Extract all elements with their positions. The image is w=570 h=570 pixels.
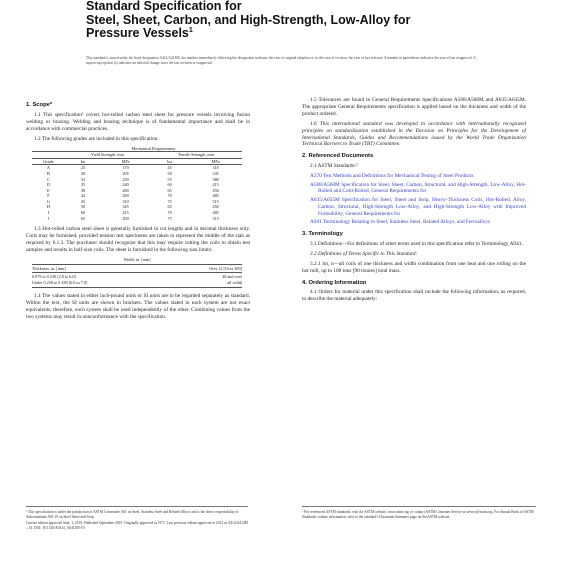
table-cell: 310 (212, 165, 219, 171)
table-cell: F (47, 193, 50, 199)
title-line-2: Steel, Sheet, Carbon, and High-Strength, Low-Alloy for (86, 12, 411, 27)
table-cell: 35 (80, 182, 86, 188)
section-heading-scope: 1. Scope* (26, 102, 53, 108)
size-width-head: Width, in. [mm] (123, 256, 151, 262)
table-cell: G (46, 198, 50, 204)
reference-link[interactable]: A941 (310, 219, 322, 226)
footnotes-left (26, 506, 248, 532)
table-cell: 42 (80, 193, 86, 199)
table-cell: 75 (167, 198, 172, 204)
paragraph-1-1: 1.1 This specification¹ covers hot-rolled carbon steel sheet for pressure vessels involving fusion welding or brazing. Welding and brazing technique is of fundamental importance and shall be in accordance with commercial practices. (26, 111, 250, 132)
footnotes-right (302, 506, 536, 521)
table-cell: 170 (122, 165, 129, 171)
table-col-yield: Yield Strength, min (65, 152, 150, 159)
table-cell: D (46, 182, 50, 188)
title-line-3: Pressure Vessels$^1$ (86, 26, 193, 40)
table-unit-ksi: ksi (150, 158, 189, 165)
table-cell: H (46, 204, 50, 210)
reference-link[interactable]: A370 (310, 173, 322, 180)
section-heading-referenced-documents: 2. Referenced Documents (302, 153, 374, 160)
table-cell: 50 (167, 170, 172, 176)
table-cell: 205 (122, 170, 129, 176)
table-cell: 345 (212, 170, 219, 176)
size-row-1-value: 48 and over (222, 274, 242, 280)
table-cell: I (47, 210, 50, 216)
table-cell: C (47, 176, 50, 182)
table-cell: 515 (212, 198, 219, 204)
reference-link[interactable]: A635/A635M (310, 196, 340, 203)
table-cell: 515 (212, 215, 219, 221)
table-cell: 65 (167, 204, 172, 210)
title-footnote-mark: 1 (188, 26, 193, 34)
table-cell: 240 (122, 182, 129, 188)
table-cell: 290 (122, 193, 129, 199)
paragraph-3-2-1: 3.2.1 lot, n—all coils of one thickness and width combination from one heat and one rolling on the hot mill, up to 100 tons [90 tonnes] total mass. (302, 260, 526, 274)
table-cell: 45 (80, 198, 86, 204)
table-cell: B (47, 170, 50, 176)
table-cell: A (46, 165, 50, 171)
footnote-1: ¹ This specification is under the jurisdiction of ASTM Committee A01 on Steel, Stainless Steel and Related Alloys and is the direct responsibility of Subcommittee A01.19 on Steel Sheet and Strip. (26, 510, 239, 519)
reference-item[interactable]: A568/A568M Specification for Steel, Sheet, Carbon, Structural, and High-Strength, Low-Alloy, Hot-Rolled and Cold-Rolled, General Requirements for (310, 181, 526, 195)
paragraph-1-5: 1.5 Tolerances are found in General Requirements Specifications A568/A568M and A635/A635M. The appropriate General Requirements specification is applied based on the thickness and width of the product ordered. (302, 97, 526, 117)
table-cell: 260 (122, 187, 129, 193)
table-cell: 65 (80, 215, 86, 221)
size-row-2-value: all width (227, 280, 242, 286)
size-row-1: 0.079 to 0.230 [2.0 to 6.0] (32, 274, 76, 280)
reference-item[interactable]: A941 Terminology Relating to Steel, Stainless Steel, Related Alloys, and Ferroalloys (310, 219, 491, 226)
designation-notice: This standard is issued under the fixed designation A414/A414M; the number immediately following the designation indicates the year of original adoption or, in the case of revision, the year of last revision. A number in parentheses indicates the year of last reapproval. A superscript epsilon (ε) indicates an editorial change since the last revision or reapproval. (86, 56, 476, 65)
table-cell: 70 (167, 210, 172, 216)
reference-item[interactable]: A635/A635M Specification for Steel, Sheet and Strip, Heavy-Thickness Coils, Hot-Rolled, Alloy, Carbon, Structural, High-Strength Low-Alloy, and High-Strength Low-Alloy with Improved Formability, General Requirements for (310, 196, 526, 217)
table-cell: 50 (80, 204, 86, 210)
document-title (86, 0, 506, 41)
table-unit-mpa: MPa (189, 158, 242, 165)
size-over-head: Over 12 [Over 300] (208, 265, 242, 271)
table-cell: 70 (167, 193, 172, 199)
footnote-1-edition: Current edition approved Sept. 1, 2019. Published September 2019. Originally approved in 1971. Last previous edition approved in 2014 as A414/A414M – 14. DOI: 10.1520/A0414_A0414M-19. (26, 521, 248, 530)
table-cell: 485 (212, 193, 219, 199)
paragraph-1-3: 1.3 Hot-rolled carbon steel sheet is generally furnished in cut lengths and in decimal thickness only. Coils may be furnished, provided tension test specimens are taken to represent the middle of the slab as required by 6.1.3. The purchaser should recognize that this may require cutting the coils to obtain test samples and results in half-size coils. The sheet is furnished in the following size limits: (26, 226, 250, 253)
table-cell: 30 (80, 170, 86, 176)
table-unit-ksi: ksi (65, 158, 101, 165)
table-cell: 415 (122, 210, 129, 216)
table-cell: 450 (212, 187, 219, 193)
section-heading-ordering-information: 4. Ordering Information (302, 279, 367, 286)
grades-table (32, 146, 242, 222)
paragraph-3-2: 3.2 Definitions of Terms Specific to This Standard: (310, 250, 418, 257)
size-thickness-head: Thickness, in. [mm] (32, 265, 66, 271)
left-column (26, 97, 250, 324)
reference-list (310, 173, 526, 226)
table-cell: 450 (122, 215, 129, 221)
reference-item[interactable]: A370 Test Methods and Definitions for Mechanical Testing of Steel Products (310, 173, 474, 180)
section-heading-terminology: 3. Terminology (302, 231, 343, 237)
table-cell: 33 (80, 176, 86, 182)
table-cell: 38 (80, 187, 86, 193)
paragraph-1-4: 1.4 The values stated in either inch-pound units or SI units are to be regarded separately as standard. Within the text, the SI units are shown in brackets. The values stated in each system are not exact equivalents; therefore, each system shall be used independently of the other. Combining values from the two systems may result in nonconformance with the specification. (26, 293, 250, 320)
paragraph-2-1: 2.1 ASTM Standards:² (310, 163, 358, 170)
table-cell: 55 (167, 176, 172, 182)
table-cell: 45 (167, 165, 172, 171)
table-cell: 230 (122, 176, 129, 182)
paragraph-3-1: 3.1 Definitions—For definitions of other terms used in this specification refer to Terminology A941. (310, 240, 523, 247)
table-row (32, 216, 242, 222)
table-cell: J (47, 215, 50, 221)
table-col-tensile: Tensile Strength, min (150, 152, 242, 159)
table-cell: 310 (122, 198, 129, 204)
table-cell: 485 (212, 210, 219, 216)
reference-link[interactable]: A568/A568M (310, 181, 340, 188)
paragraph-1-2: 1.2 The following grades are included in this specification: (34, 135, 159, 142)
right-column (302, 97, 526, 306)
table-cell: 415 (212, 182, 219, 188)
table-cell: E (47, 187, 50, 193)
paragraph-1-6: 1.6 This international standard was developed in accordance with internationally recognized principles on standardization established in the Decision on Principles for the Development of International Standards, Guides and Recommendations issued by the World Trade Organization Technical Barriers to Trade (TBT) Committee. (302, 120, 526, 148)
table-cell: 25 (80, 165, 86, 171)
title-line-1: Standard Specification for (86, 0, 242, 13)
size-limits-table (32, 257, 242, 288)
table-group-header: Mechanical Requirements (65, 146, 242, 152)
table-cell: 60 (80, 210, 86, 216)
table-cell: 60 (167, 182, 172, 188)
table-col-grade: Grade (32, 158, 65, 165)
table-cell: 450 (212, 204, 219, 210)
table-cell: 65 (167, 187, 172, 193)
size-row-2: Under 0.230 to 0.180 [6.0 to 7.0] (32, 280, 88, 286)
table-unit-mpa: MPa (101, 158, 150, 165)
table-cell: 380 (212, 176, 219, 182)
table-cell: 75 (167, 215, 172, 221)
footnote-2: ² For referenced ASTM standards, visit the ASTM website, www.astm.org, or contact ASTM Customer Service at service@astm.org. For Annual Book of ASTM Standards volume information, refer to the standard's Document Summary page on the ASTM website. (302, 510, 534, 519)
paragraph-4-1: 4.1 Orders for material under this specification shall include the following information, as required, to describe the material adequately: (302, 289, 526, 303)
table-cell: 345 (122, 204, 129, 210)
